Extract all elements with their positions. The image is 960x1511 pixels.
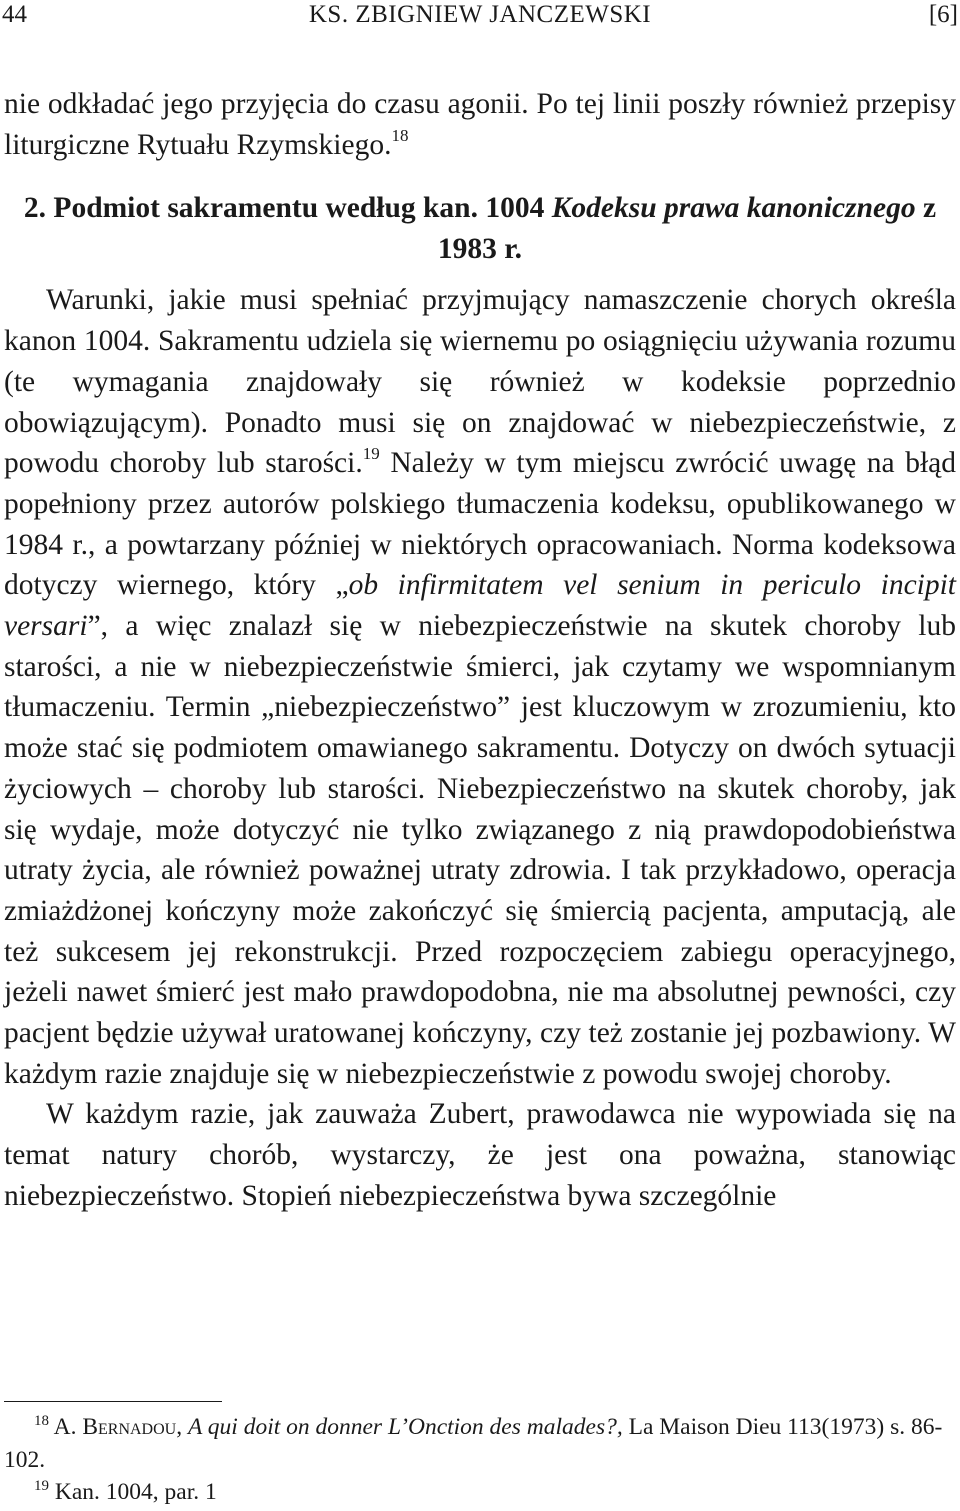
paragraph-1-text: nie odkładać jego przyjęcia do czasu agonii. Po tej linii poszły również przepisy liturgiczne Rytuału Rzymskiego. — [4, 88, 956, 161]
footnote-19-text: Kan. 1004, par. 1 — [49, 1479, 217, 1505]
footnote-18-rest: La Maison Dieu 113(1973) s. 86-102. — [4, 1414, 943, 1473]
running-head-author: KS. ZBIGNIEW JANCZEWSKI — [308, 1, 652, 28]
footnote-18-author: Bernadou — [82, 1414, 177, 1440]
footnote-ref-18[interactable]: 18 — [391, 125, 409, 145]
page-number: 44 — [2, 1, 27, 28]
section-heading-suffix: z 1983 r. — [437, 192, 937, 266]
paragraph-2-part-c: ”, a więc znalazł się w niebezpieczeństwie na skutek choroby lub starości, a nie w niebezpieczeństwie śmierci, jak czytamy we wspomnianym tłumaczeniu. Termin „niebezpieczeństwo” jest kluczowym w zrozumieniu, kto może stać się podmiotem omawianego sakramentu. Dotyczy on dwóch sytuacji życiowych – choroby lub starości. Niebezpieczeństwo na skutek choroby, jak się wydaje, może dotyczyć nie tylko związanego z nią prawdopodobieństwa utraty życia, ale również poważnej utraty zdrowia. I tak przykładowo, operacja zmiażdżonej kończyny może zakończyć się śmiercią pacjenta, amputacją, ale też sukcesem jej rekonstrukcji. Przed rozpoczęciem zabiegu operacyjnego, jeżeli nawet śmierć jest mało prawdopodobna, nie ma absolutnej pewności, czy pacjent będzie używał uratowanej kończyny, czy też zostanie jej pozbawiony. W każdym razie znajduje się w niebezpieczeństwie z powodu swojej choroby. — [4, 610, 956, 1090]
footnote-18 — [4, 1411, 956, 1476]
paragraph-1 — [4, 84, 956, 165]
paragraph-2-part-b: Należy w tym miejscu zwrócić uwagę na błąd popełniony przez autorów polskiego tłumaczenia kodeksu, opublikowanego w 1984 r., a powtarzany później w niektórych opracowaniach. Norma kodeksowa dotyczy wiernego, który „ — [4, 447, 956, 602]
section-heading-prefix: 2. Podmiot sakramentu według kan. 1004 — [23, 192, 552, 225]
running-header — [0, 0, 960, 36]
section-heading — [4, 188, 956, 270]
footnote-19 — [4, 1476, 956, 1509]
footnote-19-marker: 19 — [34, 1478, 49, 1494]
footnote-18-sep: , — [176, 1414, 188, 1440]
footnote-rule — [4, 1401, 222, 1402]
paragraph-2-part-a: Warunki, jakie musi spełniać przyjmujący namaszczenie chorych określa kanon 1004. Sakramentu udziela się wiernemu po osiągnięciu używania rozumu (te wymagania znajdowały się również w kodeksie poprzednio obowiązującym). Ponadto musi się on znajdować w niebezpieczeństwie, z powodu choroby lub starości. — [4, 284, 956, 480]
footnotes — [4, 1411, 956, 1509]
latin-quote: ob infirmitatem vel senium in periculo incipit versari — [4, 569, 956, 643]
section-heading-italic: Kodeksu prawa kanonicznego — [551, 192, 916, 225]
footnote-18-title: A qui doit on donner L’Onction des malades?, — [187, 1414, 623, 1440]
footnote-ref-19[interactable]: 19 — [362, 444, 380, 464]
paragraph-2 — [4, 280, 956, 1094]
section-marker: [6] — [928, 1, 958, 28]
footnote-18-initial: A. — [53, 1414, 83, 1440]
main-text — [4, 84, 956, 1217]
footnote-18-marker: 18 — [34, 1413, 49, 1429]
paragraph-3: W każdym razie, jak zauważa Zubert, prawodawca nie wypowiada się na temat natury chorób, wystarczy, że jest ona poważna, stanowiąc niebezpieczeństwo. Stopień niebezpieczeństwa bywa szczególnie — [4, 1098, 956, 1212]
